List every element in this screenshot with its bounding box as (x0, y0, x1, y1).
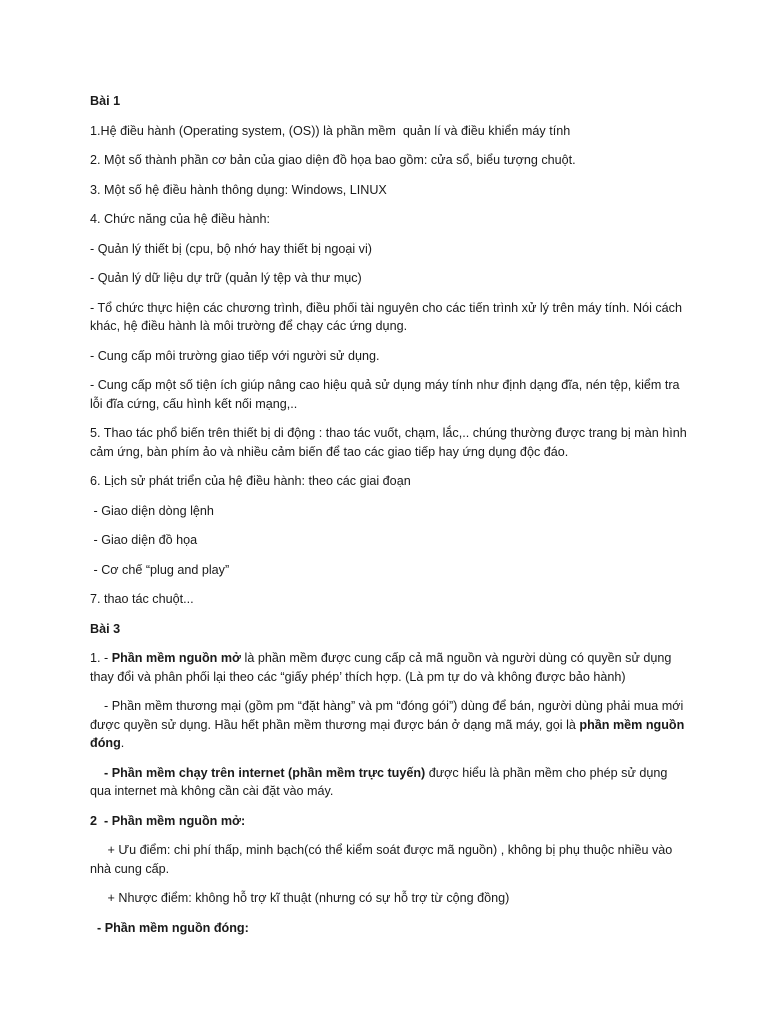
paragraph-commercial-software (90, 697, 690, 753)
paragraph-mobile-operations: 5. Thao tác phổ biến trên thiết bị di động : thao tác vuốt, chạm, lắc,.. chúng thường được trang bị màn hình cảm ứng, bàn phím ảo và nhiều cảm biến để tao các giao tiếp hay ứng dụng độc đáo. (90, 426, 691, 459)
term-closed-source: phần mềm nguồn đóng (90, 717, 688, 750)
paragraph-open-source (90, 649, 690, 686)
term-online-software: - Phần mềm chạy trên internet (phần mềm trực tuyến) (90, 765, 426, 780)
paragraph-online-software (90, 764, 690, 801)
q1c-text: được hiểu là phần mềm cho phép sử dụng qua internet mà không cần cài đặt vào máy. (90, 765, 671, 798)
q1b-text: - Phần mềm thương mại (gồm pm “đặt hàng” và pm “đóng gói”) dùng để bán, người dùng phải mua mới được quyền sử dụng. Hầu hết phần mềm thương mại được bán ở dạng mã máy, gọi là (90, 699, 687, 732)
paragraph-os-functions: 4. Chức năng của hệ điều hành: (90, 212, 270, 226)
paragraph-mouse-operations: 7. thao tác chuột... (90, 592, 194, 606)
q1-text: là phần mềm được cung cấp cả mã nguồn và người dùng có quyền sử dụng thay đổi và phân phối lại theo các “giấy phép’ thích hợp. (Là pm tự do và không được bảo hành) (90, 651, 675, 684)
list-item-plug-and-play: - Cơ chế “plug and play” (90, 562, 230, 577)
list-item-disadvantages: + Nhược điểm: không hỗ trợ kĩ thuật (nhưng có sự hỗ trợ từ cộng đồng) (90, 891, 510, 905)
list-item-advantages: + Ưu điểm: chi phí thấp, minh bạch(có thể kiểm soát được mã nguồn) , không bị phụ thuộc nhiều vào nhà cung cấp. (90, 843, 676, 876)
document-page (90, 92, 690, 948)
closed-source-subheading: - Phần mềm nguồn đóng: (90, 920, 249, 935)
paragraph-gui-components: 2. Một số thành phần cơ bản của giao diện đồ họa bao gồm: cửa sổ, biểu tượng chuột. (90, 153, 576, 167)
list-item-data-management: - Quản lý dữ liệu dự trữ (quản lý tệp và thư mục) (90, 271, 362, 285)
term-open-source: Phần mềm nguồn mở (111, 651, 242, 665)
lesson-3-heading: Bài 3 (90, 621, 121, 636)
paragraph-os-history: 6. Lịch sử phát triển của hệ điều hành: theo các giai đoạn (90, 474, 411, 488)
list-item-command-line: - Giao diện dòng lệnh (90, 503, 214, 518)
q1b-end: . (120, 736, 125, 750)
paragraph-common-os: 3. Một số hệ điều hành thông dụng: Windows, LINUX (90, 182, 387, 197)
list-item-user-interface: - Cung cấp môi trường giao tiếp với người sử dụng. (90, 348, 380, 363)
list-item-program-execution: - Tổ chức thực hiện các chương trình, điều phối tài nguyên cho các tiến trình xử lý trên máy tính. Nói cách khác, hệ điều hành là môi trường để chạy các ứng dụng. (90, 300, 686, 333)
list-item-utilities: - Cung cấp một số tiện ích giúp nâng cao hiệu quả sử dụng máy tính như định dạng đĩa, nén tệp, kiểm tra lỗi đĩa cứng, cấu hình kết nối mạng,.. (90, 378, 684, 411)
open-source-subheading: 2 - Phần mềm nguồn mở: (90, 813, 246, 828)
list-item-gui: - Giao diện đồ họa (90, 533, 198, 547)
paragraph-os-definition: 1.Hệ điều hành (Operating system, (OS)) là phần mềm quản lí và điều khiển máy tính (90, 123, 571, 138)
q1-prefix: 1. - (90, 651, 112, 665)
lesson-1-heading: Bài 1 (90, 94, 121, 108)
list-item-device-management: - Quản lý thiết bị (cpu, bộ nhớ hay thiết bị ngoại vi) (90, 241, 372, 256)
